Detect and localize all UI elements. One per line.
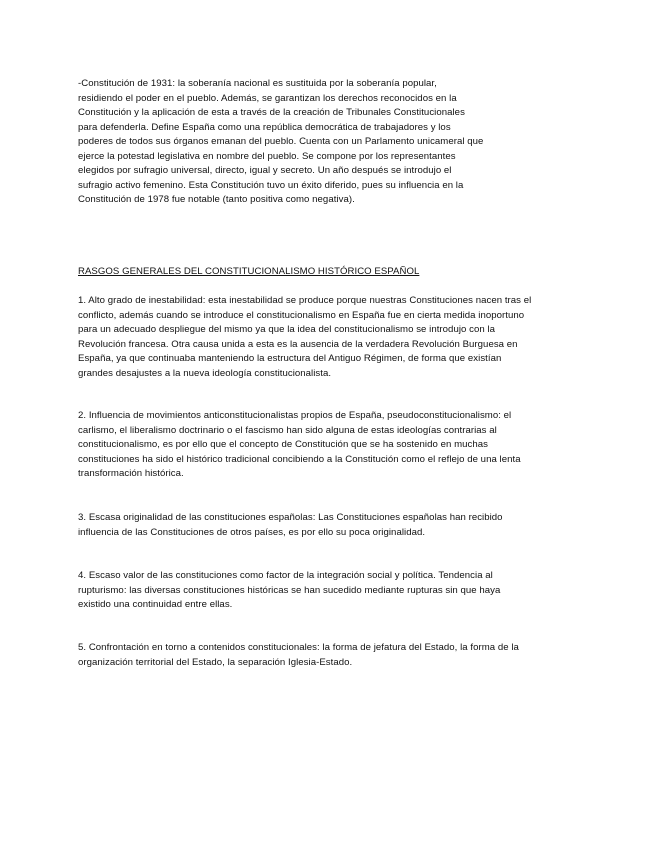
paragraph-line: 4. Escaso valor de las constituciones como factor de la integración social y política. Tendencia al	[78, 570, 493, 581]
paragraph-line: transformación histórica.	[78, 468, 184, 479]
paragraph-line: constituciones ha sido el histórico tradicional concibiendo a la Constitución como el reflejo de una lenta	[78, 453, 521, 465]
item-1-paragraph	[78, 294, 531, 381]
paragraph-line: poderes de todos sus órganos emanan del pueblo. Cuenta con un Parlamento unicameral que	[78, 136, 484, 147]
intro-paragraph	[78, 77, 483, 208]
paragraph-line: carlismo, el liberalismo doctrinario o el fascismo han sido alguna de estas ideologías contrarias al	[78, 424, 497, 436]
paragraph-line: conflicto, además cuando se introduce el constitucionalismo en España fue en cierta medida inoportuno	[78, 309, 525, 321]
section-heading: RASGOS GENERALES DEL CONSTITUCIONALISMO HISTÓRICO ESPAÑOL	[78, 266, 420, 277]
paragraph-line: España, ya que continuaba manteniendo la estructura del Antiguo Régimen, de forma que existían	[78, 353, 502, 364]
paragraph-line: 5. Confrontación en torno a contenidos constitucionales: la forma de jefatura del Estado, la forma de la	[78, 642, 519, 653]
item-3-paragraph	[78, 511, 503, 540]
paragraph-line: sufragio activo femenino. Esta Constitución tuvo un éxito diferido, pues su influencia en la	[78, 179, 464, 191]
paragraph-line: ejerce la potestad legislativa en nombre del pueblo. Se compone por los representantes	[78, 150, 456, 162]
paragraph-line: Constitución y la aplicación de esta a través de la creación de Tribunales Constitucionales	[78, 107, 465, 118]
paragraph-line: influencia de las Constituciones de otros países, es por ello su poca originalidad.	[78, 526, 426, 538]
paragraph-line: -Constitución de 1931: la soberanía nacional es sustituida por la soberanía popular,	[78, 78, 437, 89]
item-4-paragraph	[78, 569, 500, 613]
paragraph-line: residiendo el poder en el pueblo. Además, se garantizan los derechos reconocidos en la	[78, 92, 457, 104]
paragraph-line: para defenderla. Define España como una república democrática de trabajadores y los	[78, 121, 451, 133]
paragraph-line: existido una continuidad entre ellas.	[78, 599, 233, 610]
paragraph-line: 3. Escasa originalidad de las constituciones españolas: Las Constituciones españolas han recibido	[78, 512, 503, 523]
paragraph-line: Revolución francesa. Otra causa unida a esta es la ausencia de la verdadera Revolución Burguesa en	[78, 338, 518, 350]
paragraph-line: para un adecuado despliegue del mismo ya que la idea del constitucionalismo se introdujo con la	[78, 324, 496, 335]
paragraph-line: 2. Influencia de movimientos anticonstitucionalistas propios de España, pseudoconstitucionalismo: el	[78, 410, 512, 421]
paragraph-line: Constitución de 1978 fue notable (tanto positiva como negativa).	[78, 194, 355, 205]
paragraph-line: elegidos por sufragio universal, directo, igual y secreto. Un año después se introdujo el	[78, 165, 452, 176]
item-5-paragraph	[78, 641, 519, 670]
paragraph-line: 1. Alto grado de inestabilidad: esta inestabilidad se produce porque nuestras Constituciones nacen tras el	[78, 295, 532, 306]
item-2-paragraph	[78, 409, 521, 482]
paragraph-line: constitucionalismo, es por ello que el concepto de Constitución que se ha sostenido en muchas	[78, 439, 488, 450]
paragraph-line: organización territorial del Estado, la separación Iglesia-Estado.	[78, 656, 353, 668]
paragraph-line: rupturismo: las diversas constituciones históricas se han sucedido mediante rupturas sin que haya	[78, 584, 501, 596]
paragraph-line: grandes desajustes a la nueva ideología constitucionalista.	[78, 367, 332, 379]
